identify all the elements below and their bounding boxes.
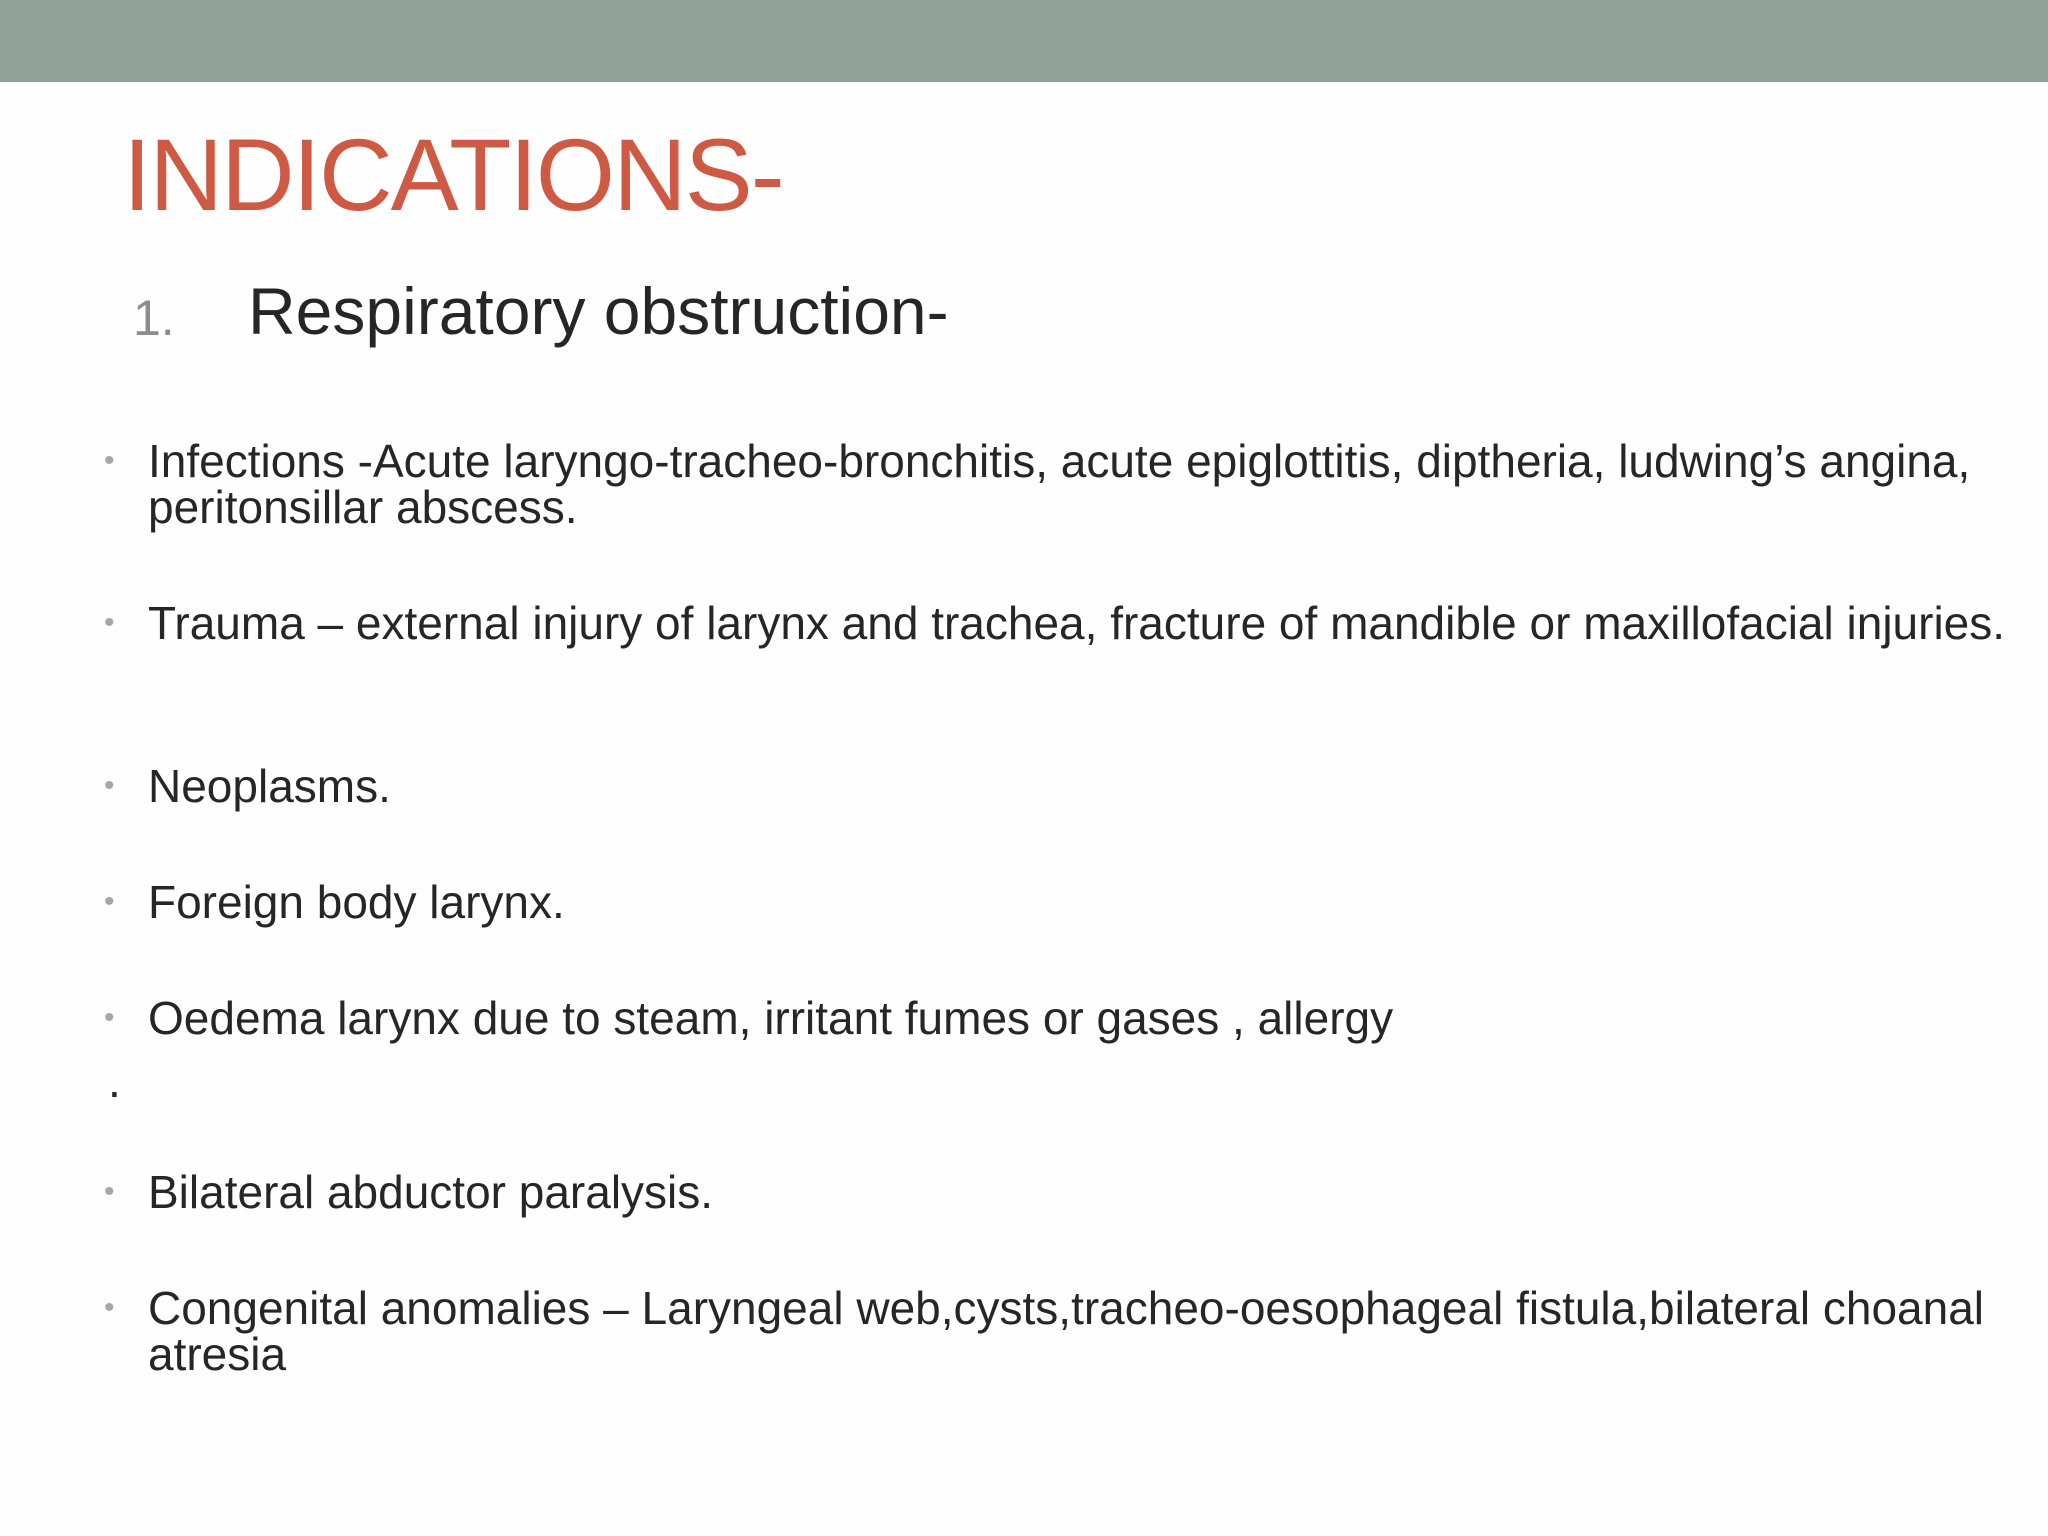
bullet-text: Trauma – external injury of larynx and trachea, fracture of mandible or maxillofacial injuries.: [148, 597, 2006, 649]
bullet-dot: •: [104, 769, 115, 802]
bullet-text: Bilateral abductor paralysis.: [148, 1166, 714, 1218]
bullet-text: Neoplasms.: [148, 760, 391, 812]
bullet-text: Foreign body larynx.: [148, 876, 565, 928]
heading-number: 1.: [133, 290, 175, 346]
bullet-text: Congenital anomalies – Laryngeal web,cysts,tracheo-oesophageal fistula,bilateral choanal atresia: [148, 1282, 1985, 1380]
heading-text: Respiratory obstruction-: [248, 274, 949, 348]
slide-title: INDICATIONS-: [123, 118, 783, 232]
bullet-text: Infections -Acute laryngo-tracheo-bronchitis, acute epiglottitis, diptheria, ludwing’s angina, peritonsillar abscess.: [148, 435, 1971, 533]
bullet-dot: •: [104, 1001, 115, 1034]
bullet-dot: •: [104, 1175, 115, 1208]
bullet-dot: •: [104, 444, 115, 477]
bullet-text: Oedema larynx due to steam, irritant fumes or gases , allergy: [148, 992, 1394, 1044]
bullet-dot: •: [104, 606, 115, 639]
top-accent-band: [0, 0, 2048, 82]
bullet-dot: •: [104, 885, 115, 918]
bullet-dot: •: [104, 1291, 115, 1324]
stray-period: .: [108, 1055, 121, 1107]
